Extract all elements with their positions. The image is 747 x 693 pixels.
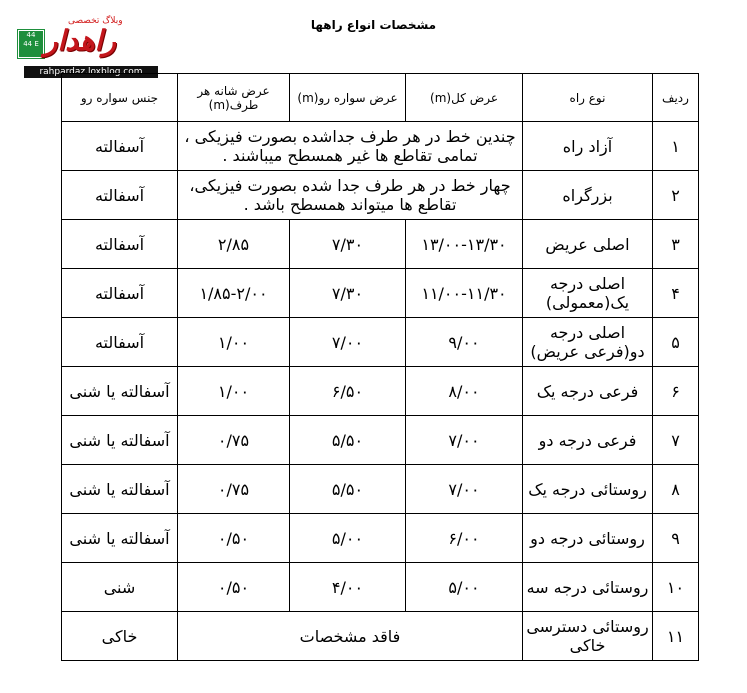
road-type: آزاد راه (523, 122, 653, 171)
road-type: اصلی درجه یک(معمولی) (523, 269, 653, 318)
surface-type: آسفالته یا شنی (62, 465, 178, 514)
shoulder-width: ۱/۰۰ (178, 318, 290, 367)
total-width: ۸/۰۰ (406, 367, 523, 416)
lane-width: ۶/۵۰ (290, 367, 406, 416)
header-total-width: عرض کل(m) (406, 74, 523, 122)
road-type: روستائی درجه یک (523, 465, 653, 514)
surface-type: آسفالته (62, 269, 178, 318)
row-number: ۱ (653, 122, 699, 171)
row-number: ۳ (653, 220, 699, 269)
table-row (62, 465, 699, 514)
surface-type: آسفالته (62, 122, 178, 171)
header-shoulder-width: عرض شانه هر طرف(m) (178, 74, 290, 122)
row-note: چندین خط در هر طرف جداشده بصورت فیزیکی ، تمامی تقاطع ها غیر همسطح میباشند . (178, 122, 523, 171)
row-number: ۱۱ (653, 612, 699, 661)
road-type: اصلی عریض (523, 220, 653, 269)
lane-width: ۵/۵۰ (290, 465, 406, 514)
surface-type: آسفالته (62, 220, 178, 269)
row-number: ۴ (653, 269, 699, 318)
road-type: فرعی درجه دو (523, 416, 653, 465)
table-row (62, 367, 699, 416)
row-number: ۹ (653, 514, 699, 563)
shoulder-width: ۱/۰۰ (178, 367, 290, 416)
table-row (62, 220, 699, 269)
shoulder-width: ۰/۷۵ (178, 416, 290, 465)
table-header-row (62, 74, 699, 122)
row-number: ۸ (653, 465, 699, 514)
page-title: مشخصات انواع راهها (310, 18, 437, 32)
road-type: روستائی درجه سه (523, 563, 653, 612)
header-surface: جنس سواره رو (62, 74, 178, 122)
total-width: ۷/۰۰ (406, 465, 523, 514)
road-spec-table (61, 73, 699, 661)
table-row (62, 171, 699, 220)
table-row (62, 318, 699, 367)
shoulder-width: ۲/۸۵ (178, 220, 290, 269)
logo-tagline: وبلاگ تخصصی (68, 16, 123, 26)
total-width: ۱۱/۰۰-۱۱/۳۰ (406, 269, 523, 318)
surface-type: آسفالته (62, 318, 178, 367)
shoulder-width: ۰/۵۰ (178, 563, 290, 612)
row-number: ۵ (653, 318, 699, 367)
logo-url: rahpardaz.loxblog.com (24, 66, 158, 78)
surface-type: آسفالته یا شنی (62, 416, 178, 465)
lane-width: ۷/۳۰ (290, 269, 406, 318)
table-row (62, 612, 699, 661)
table-row (62, 514, 699, 563)
lane-width: ۷/۳۰ (290, 220, 406, 269)
surface-type: آسفالته (62, 171, 178, 220)
total-width: ۷/۰۰ (406, 416, 523, 465)
table-row (62, 269, 699, 318)
shoulder-width: ۰/۵۰ (178, 514, 290, 563)
surface-type: خاکی (62, 612, 178, 661)
total-width: ۵/۰۰ (406, 563, 523, 612)
surface-type: شنی (62, 563, 178, 612)
header-lane-width: عرض سواره رو(m) (290, 74, 406, 122)
row-number: ۱۰ (653, 563, 699, 612)
lane-width: ۴/۰۰ (290, 563, 406, 612)
road-type: بزرگراه (523, 171, 653, 220)
shoulder-width: ۱/۸۵-۲/۰۰ (178, 269, 290, 318)
lane-width: ۵/۰۰ (290, 514, 406, 563)
table-row (62, 122, 699, 171)
road-sign-icon: 44 44 E (18, 30, 44, 58)
lane-width: ۷/۰۰ (290, 318, 406, 367)
road-type: روستائی درجه دو (523, 514, 653, 563)
row-number: ۲ (653, 171, 699, 220)
logo-brand: راهدار (44, 24, 117, 57)
row-number: ۷ (653, 416, 699, 465)
shoulder-width: ۰/۷۵ (178, 465, 290, 514)
row-note: چهار خط در هر طرف جدا شده بصورت فیزیکی، تقاطع ها میتواند همسطح باشد . (178, 171, 523, 220)
table-row (62, 563, 699, 612)
header-row-number: ردیف (653, 74, 699, 122)
road-type: اصلی درجه دو(فرعی عریض) (523, 318, 653, 367)
road-type: فرعی درجه یک (523, 367, 653, 416)
surface-type: آسفالته یا شنی (62, 514, 178, 563)
total-width: ۱۳/۰۰-۱۳/۳۰ (406, 220, 523, 269)
header-road-type: نوع راه (523, 74, 653, 122)
row-number: ۶ (653, 367, 699, 416)
row-spec-note: فاقد مشخصات (178, 612, 523, 661)
table-row (62, 416, 699, 465)
lane-width: ۵/۵۰ (290, 416, 406, 465)
total-width: ۹/۰۰ (406, 318, 523, 367)
surface-type: آسفالته یا شنی (62, 367, 178, 416)
total-width: ۶/۰۰ (406, 514, 523, 563)
road-type: روستائی دسترسی خاکی (523, 612, 653, 661)
